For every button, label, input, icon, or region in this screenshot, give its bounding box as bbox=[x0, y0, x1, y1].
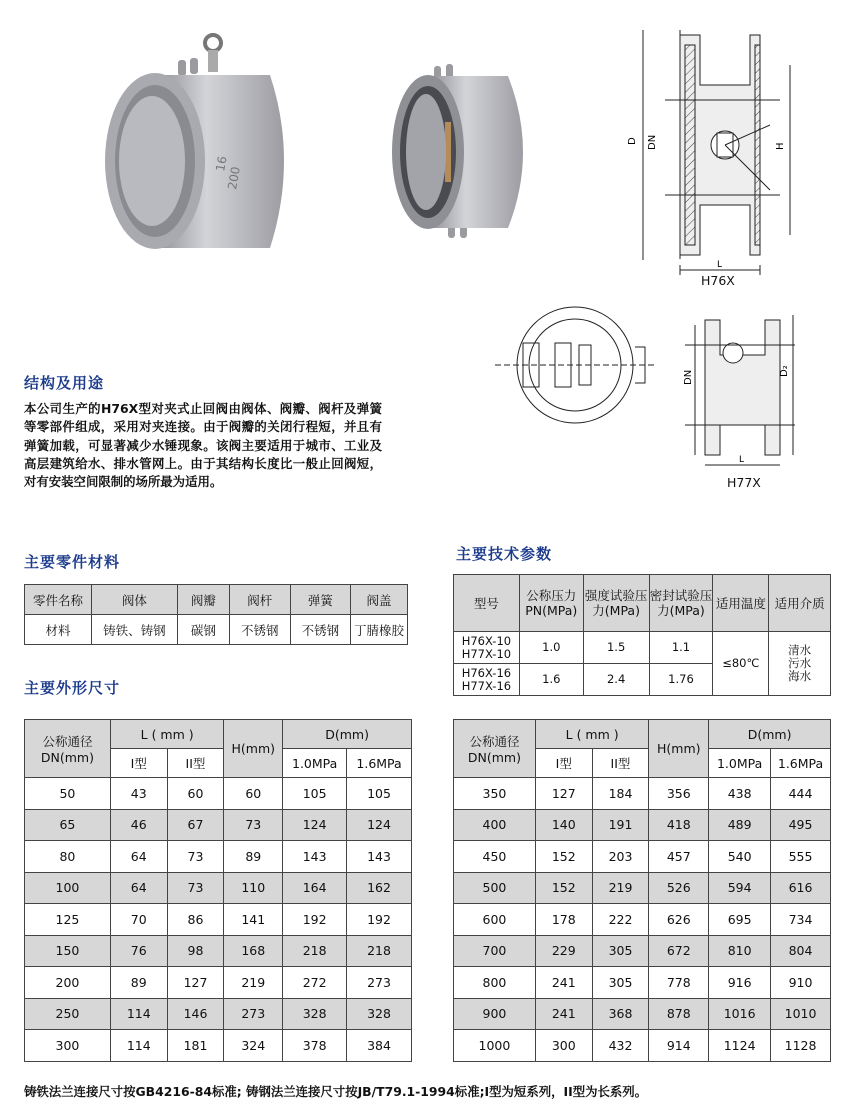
materials-title: 主要零件材料 bbox=[24, 553, 121, 571]
table-cell: 444 bbox=[771, 778, 831, 810]
tech-media-item: 清水 bbox=[788, 643, 812, 657]
table-cell: 168 bbox=[224, 935, 283, 967]
tech-media-item: 污水 bbox=[788, 656, 812, 670]
tech-header-row bbox=[454, 575, 831, 632]
table-cell: 60 bbox=[224, 778, 283, 810]
tech-model: H76X-16 bbox=[461, 665, 512, 680]
tech-header-cell: 密封试验压力(MPa) bbox=[649, 575, 713, 632]
dimensions-left-body bbox=[25, 778, 412, 1062]
h76x-caption: H76X bbox=[701, 273, 735, 288]
table-cell: 86 bbox=[167, 904, 224, 936]
table-cell: 500 bbox=[454, 872, 536, 904]
table-cell: 50 bbox=[25, 778, 111, 810]
table-row bbox=[454, 809, 831, 841]
table-cell: 178 bbox=[535, 904, 592, 936]
table-cell: 616 bbox=[771, 872, 831, 904]
table-row bbox=[25, 904, 412, 936]
table-cell: 140 bbox=[535, 809, 592, 841]
H-header: H(mm) bbox=[224, 720, 283, 778]
materials-table bbox=[24, 584, 408, 645]
table-cell: 125 bbox=[25, 904, 111, 936]
table-cell: 114 bbox=[110, 998, 167, 1030]
tech-strength: 2.4 bbox=[583, 664, 649, 696]
table-cell: 672 bbox=[649, 935, 709, 967]
tech-seal: 1.76 bbox=[649, 664, 713, 696]
L-header: L ( mm ) bbox=[535, 720, 648, 749]
materials-header-cell: 阀杆 bbox=[229, 585, 290, 615]
table-cell: 143 bbox=[347, 841, 412, 873]
tech-model: H77X-16 bbox=[461, 678, 512, 693]
materials-cell: 不锈钢 bbox=[290, 615, 351, 645]
type2-header: II型 bbox=[592, 749, 649, 778]
table-cell: 1010 bbox=[771, 998, 831, 1030]
table-cell: 127 bbox=[535, 778, 592, 810]
p16-header: 1.6MPa bbox=[347, 749, 412, 778]
table-cell: 916 bbox=[709, 967, 771, 999]
table-cell: 328 bbox=[283, 998, 347, 1030]
tech-header-cell: 适用介质 bbox=[769, 575, 831, 632]
materials-cell: 碳钢 bbox=[177, 615, 229, 645]
table-cell: 70 bbox=[110, 904, 167, 936]
table-row bbox=[25, 998, 412, 1030]
D-header: D(mm) bbox=[709, 720, 831, 749]
table-cell: 100 bbox=[25, 872, 111, 904]
materials-cell: 铸铁、铸钢 bbox=[92, 615, 178, 645]
table-cell: 89 bbox=[224, 841, 283, 873]
h76-label-L: L bbox=[717, 260, 723, 270]
table-cell: 203 bbox=[592, 841, 649, 873]
table-row bbox=[25, 809, 412, 841]
p10-header: 1.0MPa bbox=[283, 749, 347, 778]
tech-pn: 1.0 bbox=[519, 632, 583, 664]
table-cell: 910 bbox=[771, 967, 831, 999]
dn-header: 公称通径DN(mm) bbox=[454, 720, 536, 778]
footnote: 铸铁法兰连接尺寸按GB4216-84标准; 铸钢法兰连接尺寸按JB/T79.1-1994标准;I型为短系列，II型为长系列。 bbox=[24, 1084, 648, 1099]
h77x-caption: H77X bbox=[727, 475, 761, 490]
tech-pn: 1.6 bbox=[519, 664, 583, 696]
table-cell: 89 bbox=[110, 967, 167, 999]
table-cell: 734 bbox=[771, 904, 831, 936]
table-row bbox=[25, 967, 412, 999]
table-cell: 141 bbox=[224, 904, 283, 936]
table-cell: 418 bbox=[649, 809, 709, 841]
table-cell: 300 bbox=[535, 1030, 592, 1062]
table-cell: 600 bbox=[454, 904, 536, 936]
h77x-technical-drawing bbox=[495, 305, 805, 475]
table-cell: 80 bbox=[25, 841, 111, 873]
table-cell: 457 bbox=[649, 841, 709, 873]
table-row bbox=[454, 778, 831, 810]
table-row bbox=[454, 904, 831, 936]
tech-header-cell: 公称压力PN(MPa) bbox=[519, 575, 583, 632]
table-cell: 305 bbox=[592, 967, 649, 999]
materials-header-cell: 零件名称 bbox=[25, 585, 92, 615]
type1-header: I型 bbox=[535, 749, 592, 778]
table-cell: 400 bbox=[454, 809, 536, 841]
table-cell: 700 bbox=[454, 935, 536, 967]
structure-title: 结构及用途 bbox=[24, 374, 105, 392]
table-cell: 378 bbox=[283, 1030, 347, 1062]
tech-title: 主要技术参数 bbox=[456, 545, 553, 563]
table-cell: 64 bbox=[110, 872, 167, 904]
table-row bbox=[454, 1030, 831, 1062]
table-cell: 218 bbox=[347, 935, 412, 967]
table-cell: 241 bbox=[535, 998, 592, 1030]
type1-header: I型 bbox=[110, 749, 167, 778]
table-cell: 67 bbox=[167, 809, 224, 841]
table-cell: 181 bbox=[167, 1030, 224, 1062]
table-cell: 143 bbox=[283, 841, 347, 873]
table-row bbox=[454, 967, 831, 999]
table-cell: 218 bbox=[283, 935, 347, 967]
valve-photo-dual-plate bbox=[388, 62, 538, 242]
table-cell: 46 bbox=[110, 809, 167, 841]
table-cell: 328 bbox=[347, 998, 412, 1030]
table-cell: 272 bbox=[283, 967, 347, 999]
table-row bbox=[454, 935, 831, 967]
table-cell: 1128 bbox=[771, 1030, 831, 1062]
materials-header-row bbox=[25, 585, 408, 615]
materials-cell: 丁腈橡胶 bbox=[351, 615, 408, 645]
table-cell: 526 bbox=[649, 872, 709, 904]
dimensions-table-left bbox=[24, 719, 412, 1062]
h77-label-DN: DN bbox=[683, 369, 694, 385]
h76x-technical-drawing bbox=[625, 25, 800, 295]
table-cell: 146 bbox=[167, 998, 224, 1030]
table-cell: 64 bbox=[110, 841, 167, 873]
table-cell: 1000 bbox=[454, 1030, 536, 1062]
dimensions-title: 主要外形尺寸 bbox=[24, 679, 121, 697]
table-cell: 192 bbox=[283, 904, 347, 936]
table-cell: 438 bbox=[709, 778, 771, 810]
table-cell: 900 bbox=[454, 998, 536, 1030]
table-cell: 127 bbox=[167, 967, 224, 999]
table-cell: 300 bbox=[25, 1030, 111, 1062]
table-cell: 152 bbox=[535, 841, 592, 873]
tech-media-item: 海水 bbox=[788, 669, 812, 683]
table-cell: 305 bbox=[592, 935, 649, 967]
tech-header-cell: 型号 bbox=[454, 575, 520, 632]
table-cell: 878 bbox=[649, 998, 709, 1030]
tech-model: H77X-10 bbox=[461, 646, 512, 661]
h77-label-L: L bbox=[739, 455, 745, 465]
p16-header: 1.6MPa bbox=[771, 749, 831, 778]
table-cell: 124 bbox=[283, 809, 347, 841]
photo-mark-dn: 200 bbox=[225, 165, 243, 191]
table-cell: 384 bbox=[347, 1030, 412, 1062]
h76-label-D: D bbox=[627, 137, 638, 145]
tech-temperature: ≤80℃ bbox=[713, 632, 769, 696]
table-cell: 105 bbox=[347, 778, 412, 810]
table-row bbox=[454, 841, 831, 873]
table-cell: 110 bbox=[224, 872, 283, 904]
table-row bbox=[454, 998, 831, 1030]
table-row bbox=[25, 778, 412, 810]
table-cell: 273 bbox=[224, 998, 283, 1030]
table-cell: 594 bbox=[709, 872, 771, 904]
L-header: L ( mm ) bbox=[110, 720, 223, 749]
table-cell: 1124 bbox=[709, 1030, 771, 1062]
table-cell: 43 bbox=[110, 778, 167, 810]
table-row bbox=[25, 935, 412, 967]
table-cell: 105 bbox=[283, 778, 347, 810]
tech-strength: 1.5 bbox=[583, 632, 649, 664]
tech-table bbox=[453, 574, 831, 696]
table-cell: 1016 bbox=[709, 998, 771, 1030]
table-cell: 152 bbox=[535, 872, 592, 904]
table-cell: 250 bbox=[25, 998, 111, 1030]
table-cell: 222 bbox=[592, 904, 649, 936]
table-cell: 540 bbox=[709, 841, 771, 873]
table-cell: 810 bbox=[709, 935, 771, 967]
table-cell: 356 bbox=[649, 778, 709, 810]
table-cell: 350 bbox=[454, 778, 536, 810]
materials-header-cell: 阀瓣 bbox=[177, 585, 229, 615]
table-cell: 555 bbox=[771, 841, 831, 873]
table-cell: 432 bbox=[592, 1030, 649, 1062]
materials-header-cell: 弹簧 bbox=[290, 585, 351, 615]
p10-header: 1.0MPa bbox=[709, 749, 771, 778]
table-cell: 98 bbox=[167, 935, 224, 967]
structure-body: 本公司生产的H76X型对夹式止回阀由阀体、阀瓣、阀杆及弹簧等零部件组成，采用对夹连接。由于阀瓣的关闭行程短，并且有弹簧加载，可显著减少水锤现象。该阀主要适用于城市、工业及高层建筑给水、排水管网上。由于其结构长度比一般止回阀短，对有安装空间限制的场所最为适用。 bbox=[24, 401, 382, 490]
table-cell: 229 bbox=[535, 935, 592, 967]
tech-header-cell: 适用温度 bbox=[713, 575, 769, 632]
dn-header: 公称通径DN(mm) bbox=[25, 720, 111, 778]
table-cell: 324 bbox=[224, 1030, 283, 1062]
photo-mark-pressure: 16 bbox=[213, 155, 230, 173]
table-cell: 219 bbox=[224, 967, 283, 999]
table-cell: 804 bbox=[771, 935, 831, 967]
table-cell: 200 bbox=[25, 967, 111, 999]
materials-header-cell: 阀盖 bbox=[351, 585, 408, 615]
table-cell: 450 bbox=[454, 841, 536, 873]
table-cell: 150 bbox=[25, 935, 111, 967]
table-cell: 164 bbox=[283, 872, 347, 904]
tech-model: H76X-10 bbox=[461, 633, 512, 648]
table-cell: 76 bbox=[110, 935, 167, 967]
materials-row bbox=[25, 615, 408, 645]
table-cell: 778 bbox=[649, 967, 709, 999]
h77-label-D2: D₂ bbox=[779, 365, 790, 377]
type2-header: II型 bbox=[167, 749, 224, 778]
tech-media bbox=[769, 632, 831, 696]
table-cell: 60 bbox=[167, 778, 224, 810]
table-cell: 495 bbox=[771, 809, 831, 841]
table-cell: 914 bbox=[649, 1030, 709, 1062]
table-cell: 73 bbox=[224, 809, 283, 841]
table-cell: 800 bbox=[454, 967, 536, 999]
table-cell: 114 bbox=[110, 1030, 167, 1062]
dimensions-table-right bbox=[453, 719, 831, 1062]
table-row bbox=[25, 1030, 412, 1062]
table-cell: 191 bbox=[592, 809, 649, 841]
table-row bbox=[25, 841, 412, 873]
table-cell: 162 bbox=[347, 872, 412, 904]
materials-cell: 不锈钢 bbox=[229, 615, 290, 645]
table-cell: 192 bbox=[347, 904, 412, 936]
tech-row bbox=[454, 632, 831, 664]
table-row bbox=[454, 872, 831, 904]
materials-cell: 材料 bbox=[25, 615, 92, 645]
table-cell: 219 bbox=[592, 872, 649, 904]
dimensions-right-body bbox=[454, 778, 831, 1062]
D-header: D(mm) bbox=[283, 720, 412, 749]
table-cell: 489 bbox=[709, 809, 771, 841]
table-cell: 65 bbox=[25, 809, 111, 841]
table-cell: 124 bbox=[347, 809, 412, 841]
table-cell: 626 bbox=[649, 904, 709, 936]
table-cell: 73 bbox=[167, 841, 224, 873]
table-cell: 695 bbox=[709, 904, 771, 936]
H-header: H(mm) bbox=[649, 720, 709, 778]
h76-label-DN: DN bbox=[647, 134, 658, 150]
table-row bbox=[25, 872, 412, 904]
tech-seal: 1.1 bbox=[649, 632, 713, 664]
table-cell: 241 bbox=[535, 967, 592, 999]
table-cell: 273 bbox=[347, 967, 412, 999]
h76-label-H: H bbox=[775, 142, 786, 150]
materials-header-cell: 阀体 bbox=[92, 585, 178, 615]
valve-photo-wafer bbox=[100, 30, 300, 280]
table-cell: 73 bbox=[167, 872, 224, 904]
table-cell: 184 bbox=[592, 778, 649, 810]
table-cell: 368 bbox=[592, 998, 649, 1030]
tech-header-cell: 强度试验压力(MPa) bbox=[583, 575, 649, 632]
